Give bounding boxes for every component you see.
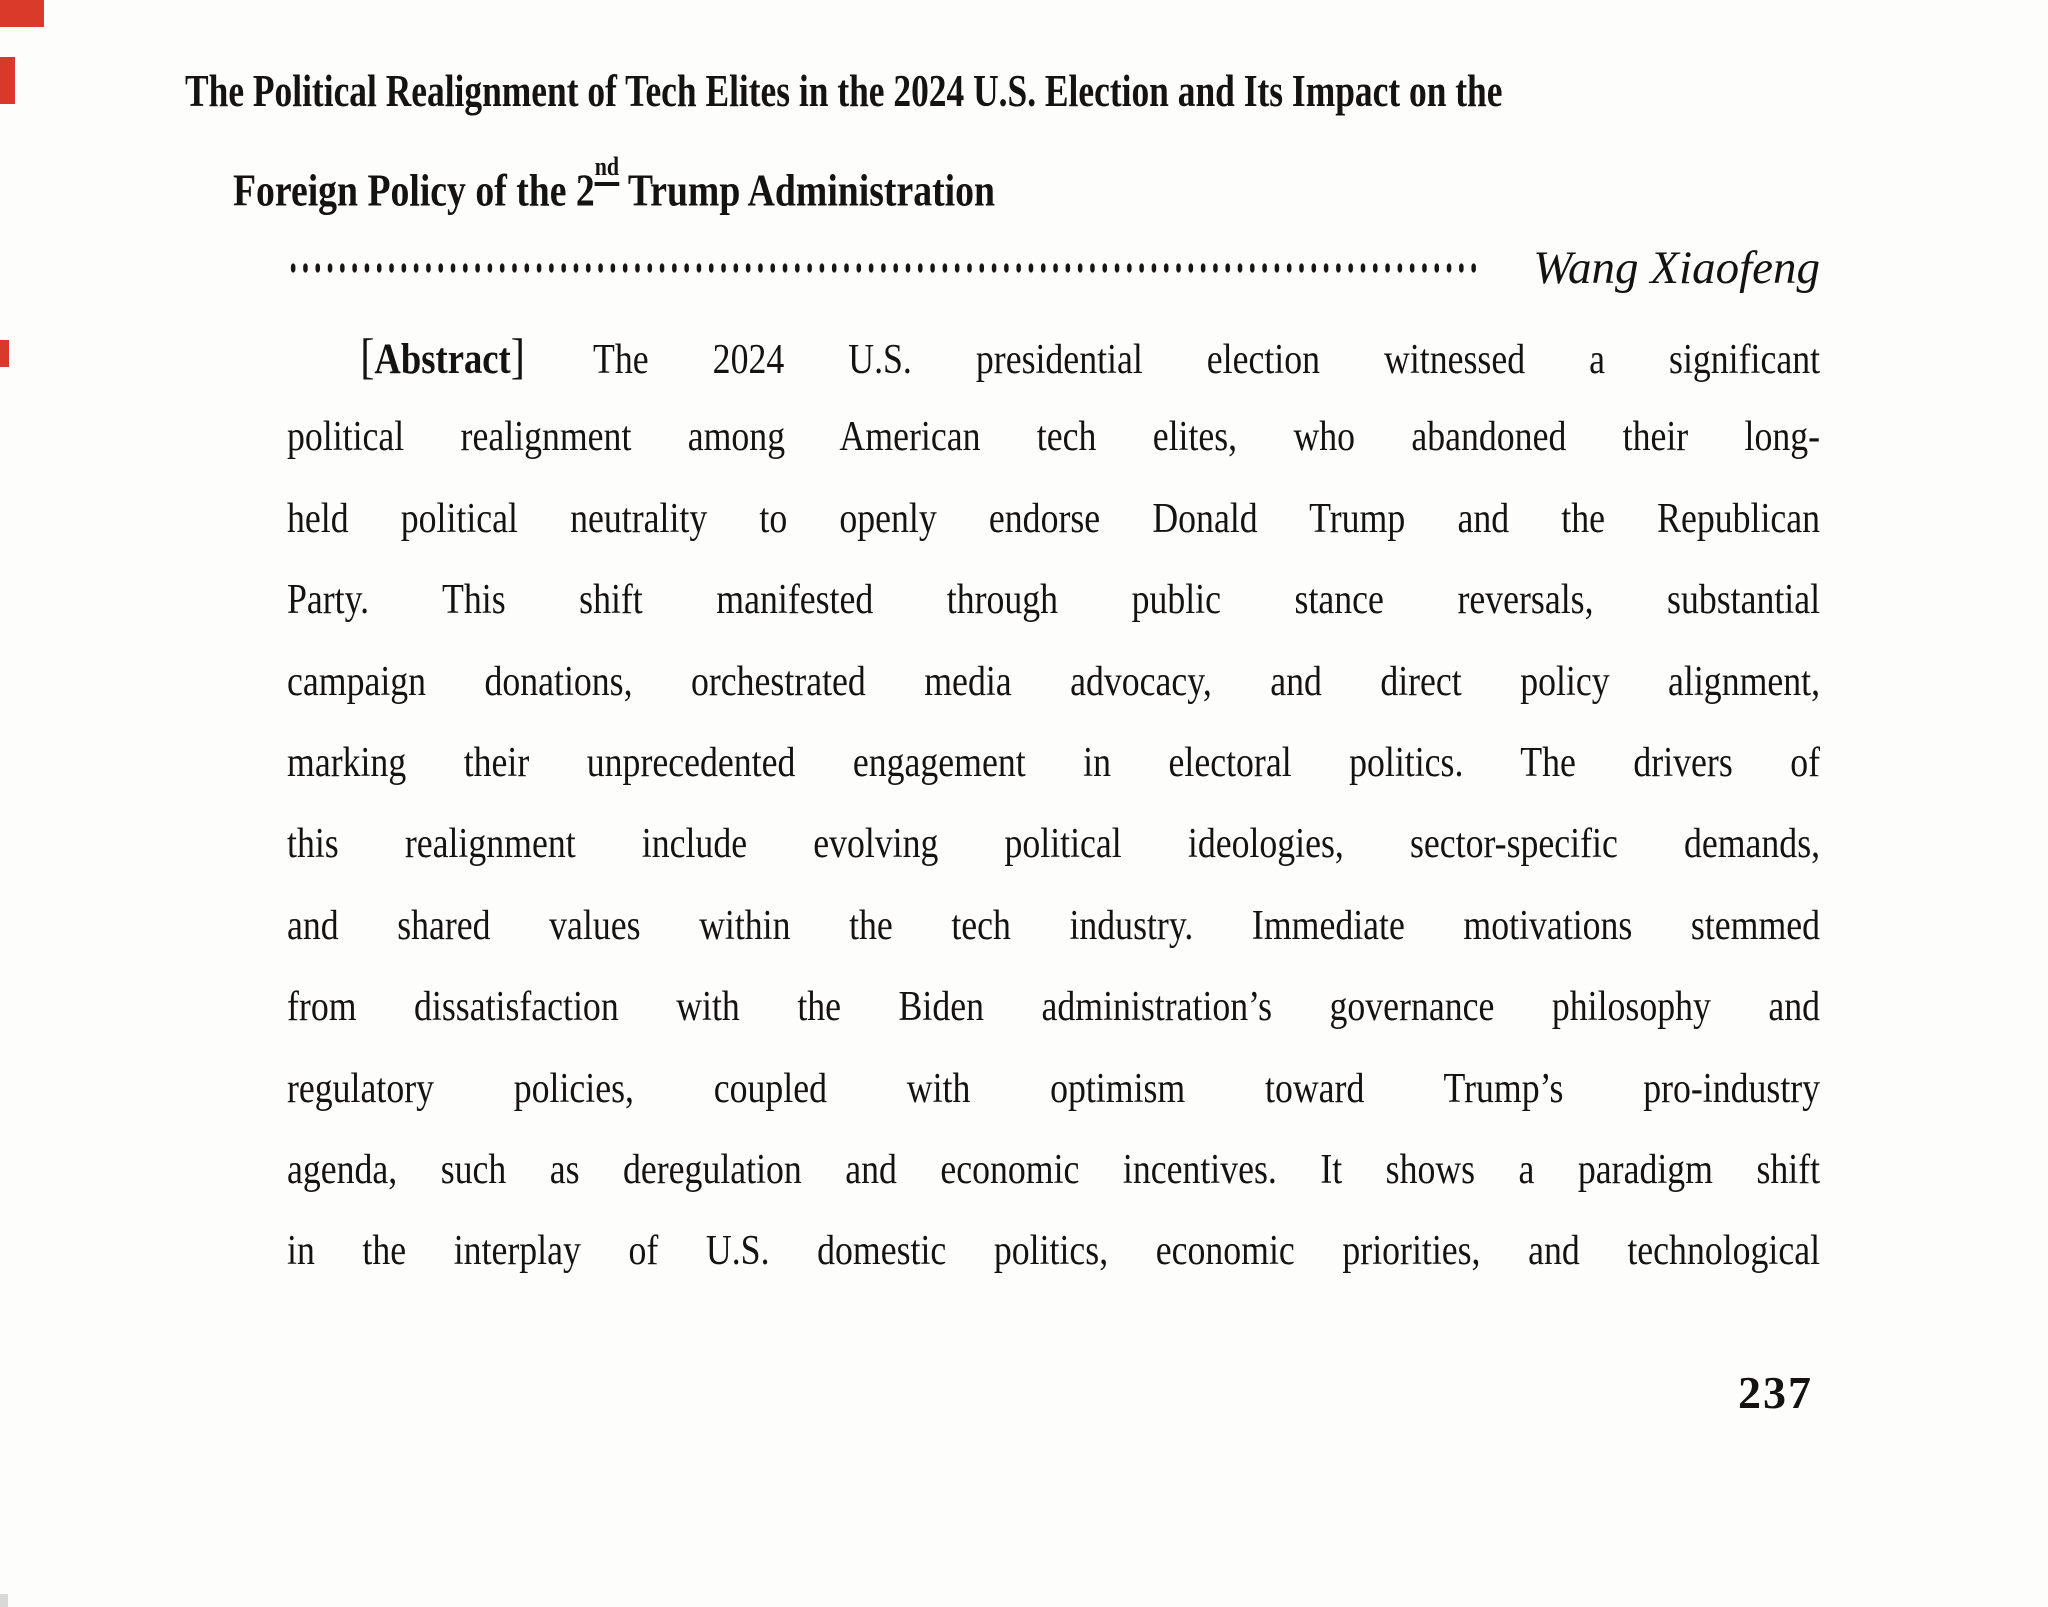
abstract-line: campaign donations, orchestrated media advocacy, and direct policy alignment, (287, 658, 1821, 705)
dotted-leader (287, 259, 1478, 277)
title-ordinal-superscript: nd (595, 151, 619, 186)
abstract-line: held political neutrality to openly endorse Donald Trump and the Republican (287, 495, 1821, 542)
abstract-line: political realignment among American tech elites, who abandoned their long- (287, 414, 1821, 461)
abstract-line: in the interplay of U.S. domestic politics, economic priorities, and technological (287, 1228, 1821, 1275)
byline-row (287, 242, 1820, 294)
scan-artifact-left-bar (0, 57, 15, 104)
abstract-line: and shared values within the tech industry. Immediate motivations stemmed (287, 902, 1821, 949)
author-name: Wang Xiaofeng (1533, 242, 1820, 294)
paper-title-line2 (233, 151, 995, 216)
scan-artifact-bottom (0, 1594, 8, 1607)
abstract-line: agenda, such as deregulation and economic incentives. It shows a paradigm shift (287, 1146, 1821, 1193)
title-line2-text-cont: Trump Administration (619, 164, 995, 216)
abstract-line: marking their unprecedented engagement in electoral politics. The drivers of (287, 739, 1821, 786)
paper-title-line1: The Political Realignment of Tech Elites in the 2024 U.S. Election and Its Impact on the (185, 65, 1503, 116)
scan-artifact-left-dash (0, 340, 9, 367)
page-number: 237 (1738, 1367, 1813, 1418)
abstract-bracket-open: [ (360, 328, 375, 384)
abstract-line: regulatory policies, coupled with optimism toward Trump’s pro-industry (287, 1065, 1821, 1112)
abstract-paragraph (287, 316, 1820, 1293)
abstract-bracket-close: ] (510, 328, 525, 384)
abstract-line: this realignment include evolving political ideologies, sector-specific demands, (287, 821, 1821, 868)
scan-artifact-corner (0, 0, 44, 27)
abstract-line (287, 316, 1820, 397)
abstract-line: Party. This shift manifested through public stance reversals, substantial (287, 577, 1821, 624)
abstract-line: from dissatisfaction with the Biden administration’s governance philosophy and (287, 984, 1821, 1031)
abstract-line-text: The 2024 U.S. presidential election witnessed a significant (593, 337, 1821, 383)
title-line2-text: Foreign Policy of the 2 (233, 164, 595, 216)
abstract-label: Abstract (374, 336, 511, 383)
